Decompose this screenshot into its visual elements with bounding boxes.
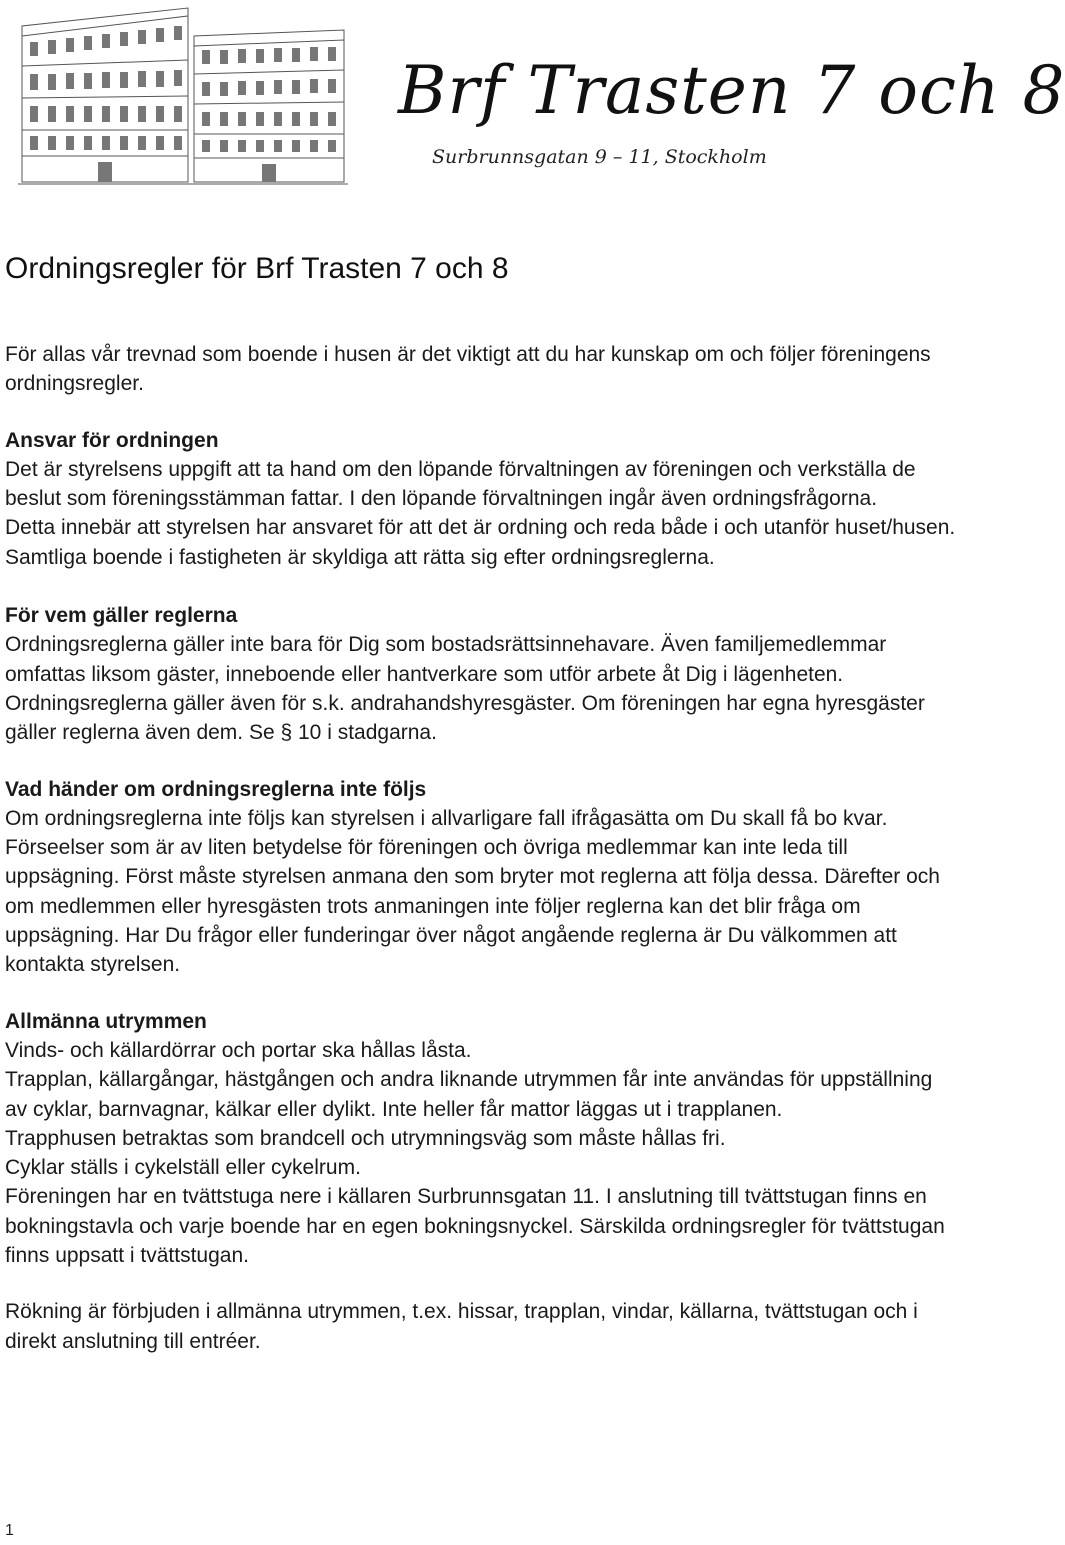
section-allmanna-utrymmen [5,1007,957,1271]
section-paragraph: Cyklar ställs i cykelställ eller cykelrum. [5,1156,361,1180]
section-paragraph: Om ordningsreglerna inte följs kan styrelsen i allvarligare fall ifrågasätta om Du skall få bo kvar. Förseelser som är av liten betydelse för föreningen och övriga medlemmar kan inte leda till uppsägning. Först måste styrelsen anmana den som bryter mot reglerna att följa dessa. Därefter och om medlemmen eller hyresgästen trots anmaningen inte följer reglerna kan det blir fråga om uppsägning. Har Du frågor eller funderingar över något angående reglerna är Du välkommen att kontakta styrelsen. [5,806,940,977]
section-paragraph: Trapphusen betraktas som brandcell och utrymningsväg som måste hållas fri. [5,1126,726,1150]
section-vad-hander [5,775,957,980]
section-heading: Ansvar för ordningen [5,428,219,452]
section-heading: För vem gäller reglerna [5,604,238,628]
logo-title: Brf Trasten 7 och 8 [398,52,1065,129]
section-heading: Vad händer om ordningsreglerna inte följs [5,777,427,801]
intro-paragraph: För allas vår trevnad som boende i husen är det viktigt att du har kunskap om och följer föreningens ordningsregler. [5,343,931,396]
document-body [5,250,957,1356]
section-heading: Allmänna utrymmen [5,1009,207,1033]
section-paragraph: Vinds- och källardörrar och portar ska hållas låsta. [5,1038,472,1062]
section-paragraph: Trapplan, källargångar, hästgången och andra liknande utrymmen får inte användas för uppställning av cyklar, barnvagnar, kälkar eller dylikt. Inte heller får mattor läggas ut i trapplanen. [5,1068,933,1121]
section-for-vem [5,601,957,747]
section-paragraph: Föreningen har en tvättstuga nere i källaren Surbrunnsgatan 11. I anslutning till tvättstugan finns en bokningstavla och varje boende har en egen bokningsnyckel. Särskilda ordningsregler för tvättstugan finns uppsatt i tvättstugan. [5,1185,945,1268]
page-title: Ordningsregler för Brf Trasten 7 och 8 [5,252,509,285]
building-drawing [18,6,348,190]
page-number: 1 [5,1522,14,1539]
letterhead [0,0,1065,200]
section-ansvar [5,426,957,572]
section-paragraph: Rökning är förbjuden i allmänna utrymmen, t.ex. hissar, trapplan, vindar, källarna, tvättstugan och i direkt anslutning till entréer. [5,1300,918,1353]
section-paragraph: Ordningsreglerna gäller inte bara för Dig som bostadsrättsinnehavare. Även familjemedlemmar omfattas liksom gäster, inneboende eller hantverkare som utför arbete åt Dig i lägenheten. Ordningsreglerna gäller även för s.k. andrahandshyresgäster. Om föreningen har egna hyresgäster gäller reglerna även dem. Se § 10 i stadgarna. [5,633,925,745]
section-rokning [5,1297,957,1356]
logo-subtitle: Surbrunnsgatan 9 – 11, Stockholm [432,146,767,168]
section-paragraph: Detta innebär att styrelsen har ansvaret för att det är ordning och reda både i och utanför huset/husen. Samtliga boende i fastigheten är skyldiga att rätta sig efter ordningsreglerna. [5,516,956,569]
section-paragraph: Det är styrelsens uppgift att ta hand om den löpande förvaltningen av föreningen och verkställa de beslut som föreningsstämman fattar. I den löpande förvaltningen ingår även ordningsfrågorna. [5,457,916,511]
